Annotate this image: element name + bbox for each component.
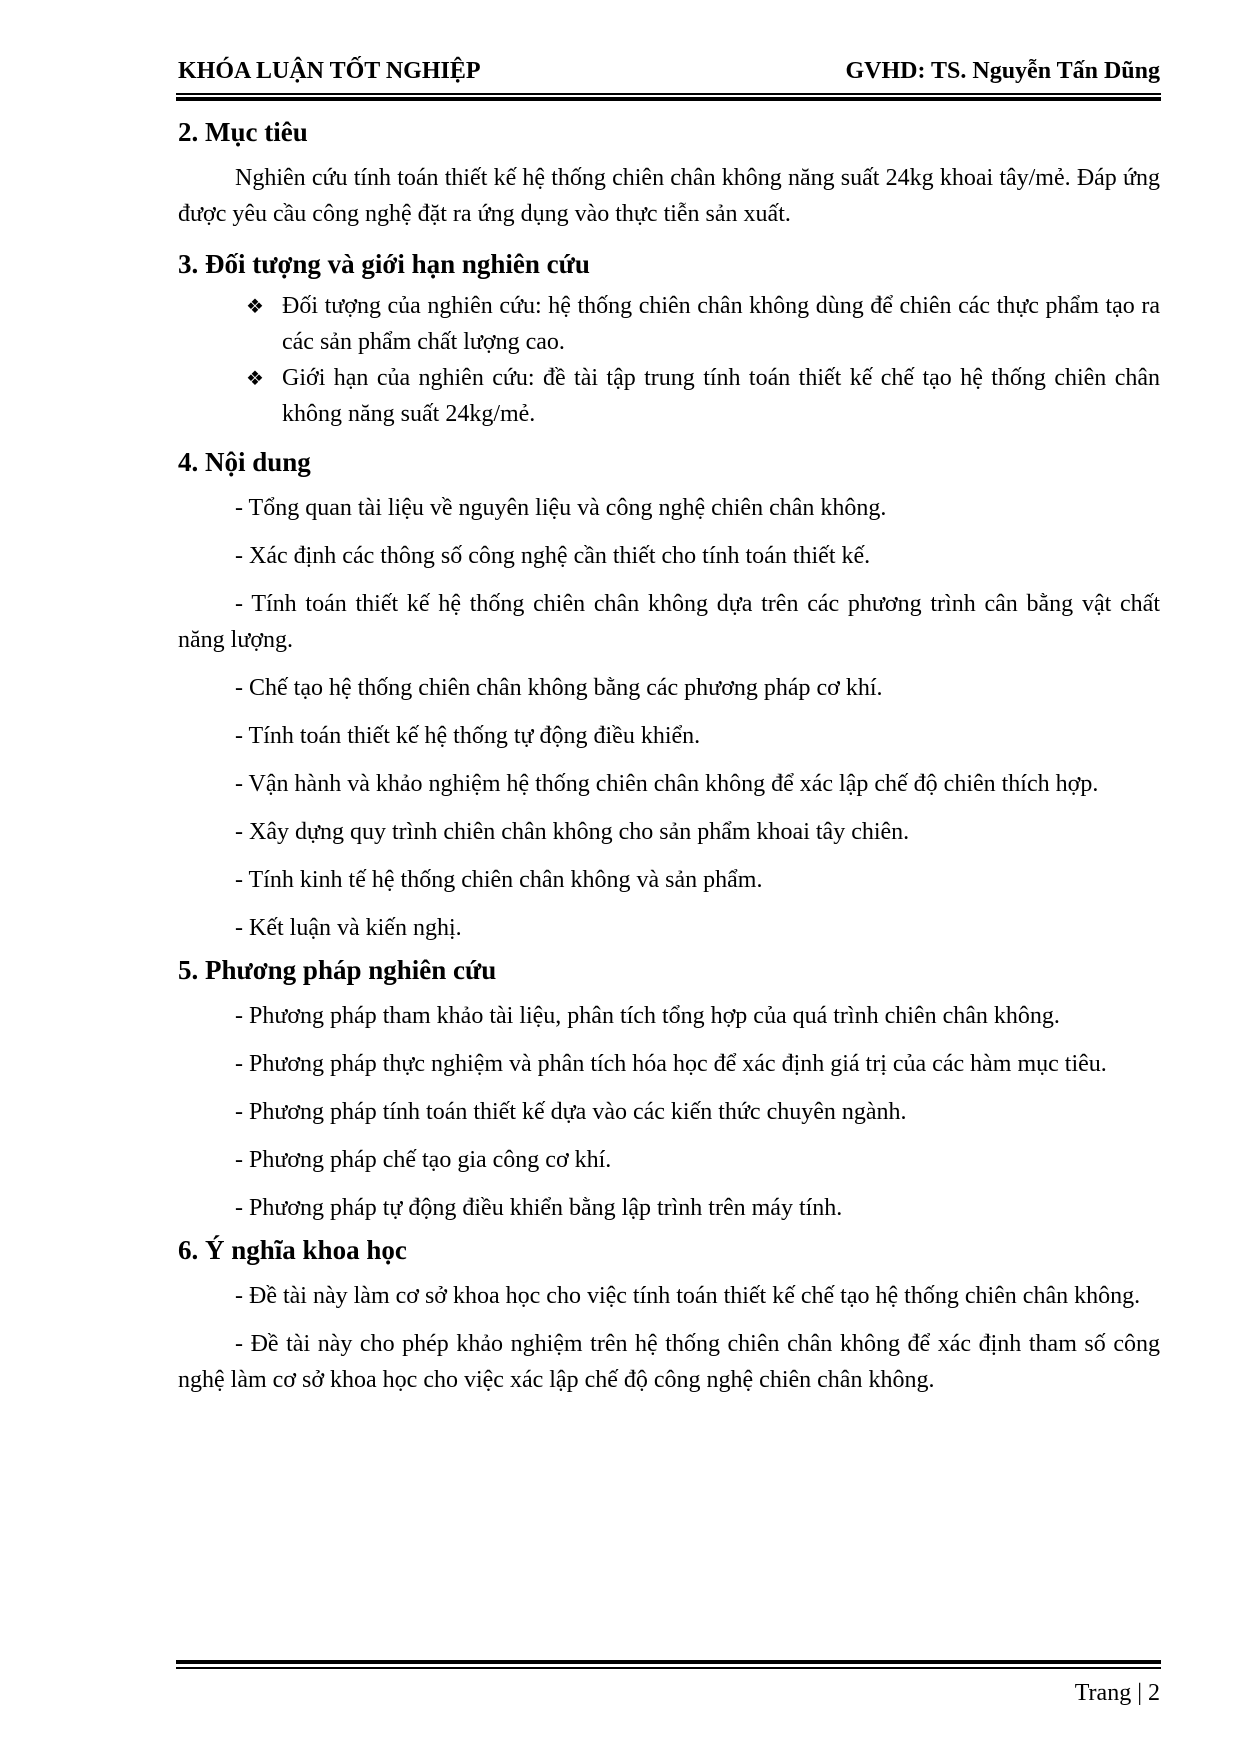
page-body [178,112,1160,1410]
list-item: - Đề tài này cho phép khảo nghiệm trên hệ thống chiên chân không để xác định tham số công nghệ làm cơ sở khoa học cho việc xác lập chế độ công nghệ chiên chân không. [178,1331,1160,1393]
page-header [178,58,1160,88]
section-2-paragraph: Nghiên cứu tính toán thiết kế hệ thống chiên chân không năng suất 24kg khoai tây/mẻ. Đáp ứng được yêu cầu công nghệ đặt ra ứng dụng vào thực tiễn sản xuất. [178,165,1160,227]
list-item: - Phương pháp tự động điều khiển bằng lập trình trên máy tính. [235,1195,843,1221]
list-item: - Phương pháp tham khảo tài liệu, phân tích tổng hợp của quá trình chiên chân không. [235,1003,1060,1029]
footer-rule-thick [176,1660,1161,1664]
list-item: - Tính kinh tế hệ thống chiên chân không và sản phẩm. [235,867,763,893]
section-2-heading: 2. Mục tiêu [178,117,308,147]
list-item: - Kết luận và kiến nghị. [235,915,462,941]
list-item: - Phương pháp thực nghiệm và phân tích hóa học để xác định giá trị của các hàm mục tiêu. [235,1051,1107,1077]
list-item: - Xây dựng quy trình chiên chân không cho sản phẩm khoai tây chiên. [235,819,910,845]
header-thesis-title: KHÓA LUẬN TỐT NGHIỆP [178,58,481,84]
section-3-bullet-list [178,288,1160,432]
header-advisor: GVHD: TS. Nguyễn Tấn Dũng [845,58,1160,84]
list-item: - Tính toán thiết kế hệ thống chiên chân không dựa trên các phương trình cân bằng vật chất năng lượng. [178,591,1160,653]
bullet-item: ❖ Đối tượng của nghiên cứu: hệ thống chiên chân không dùng để chiên các thực phẩm tạo ra các sản phẩm chất lượng cao. [246,288,1160,360]
diamond-bullet-icon: ❖ [246,294,264,318]
section-4-heading: 4. Nội dung [178,447,311,477]
section-5-heading: 5. Phương pháp nghiên cứu [178,955,497,985]
list-item: - Tính toán thiết kế hệ thống tự động điều khiển. [235,723,701,749]
footer-rule-thin [176,1667,1161,1669]
list-item: - Tổng quan tài liệu về nguyên liệu và công nghệ chiên chân không. [235,495,887,521]
diamond-bullet-icon: ❖ [246,366,264,390]
list-item: - Vận hành và khảo nghiệm hệ thống chiên chân không để xác lập chế độ chiên thích hợp. [235,771,1099,797]
section-6-heading: 6. Ý nghĩa khoa học [178,1235,407,1265]
page-number: Trang | 2 [1074,1680,1160,1706]
list-item: - Xác định các thông số công nghệ cần thiết cho tính toán thiết kế. [235,543,871,569]
header-rule-thick [176,97,1161,101]
section-3-heading: 3. Đối tượng và giới hạn nghiên cứu [178,249,590,279]
list-item: - Phương pháp chế tạo gia công cơ khí. [235,1147,612,1173]
header-rule-thin [176,93,1161,95]
list-item: - Chế tạo hệ thống chiên chân không bằng các phương pháp cơ khí. [235,675,883,701]
bullet-item: ❖ Giới hạn của nghiên cứu: đề tài tập trung tính toán thiết kế chế tạo hệ thống chiên chân không năng suất 24kg/mẻ. [246,360,1160,432]
list-item: - Đề tài này làm cơ sở khoa học cho việc tính toán thiết kế chế tạo hệ thống chiên chân không. [235,1283,1141,1309]
list-item: - Phương pháp tính toán thiết kế dựa vào các kiến thức chuyên ngành. [235,1099,907,1125]
